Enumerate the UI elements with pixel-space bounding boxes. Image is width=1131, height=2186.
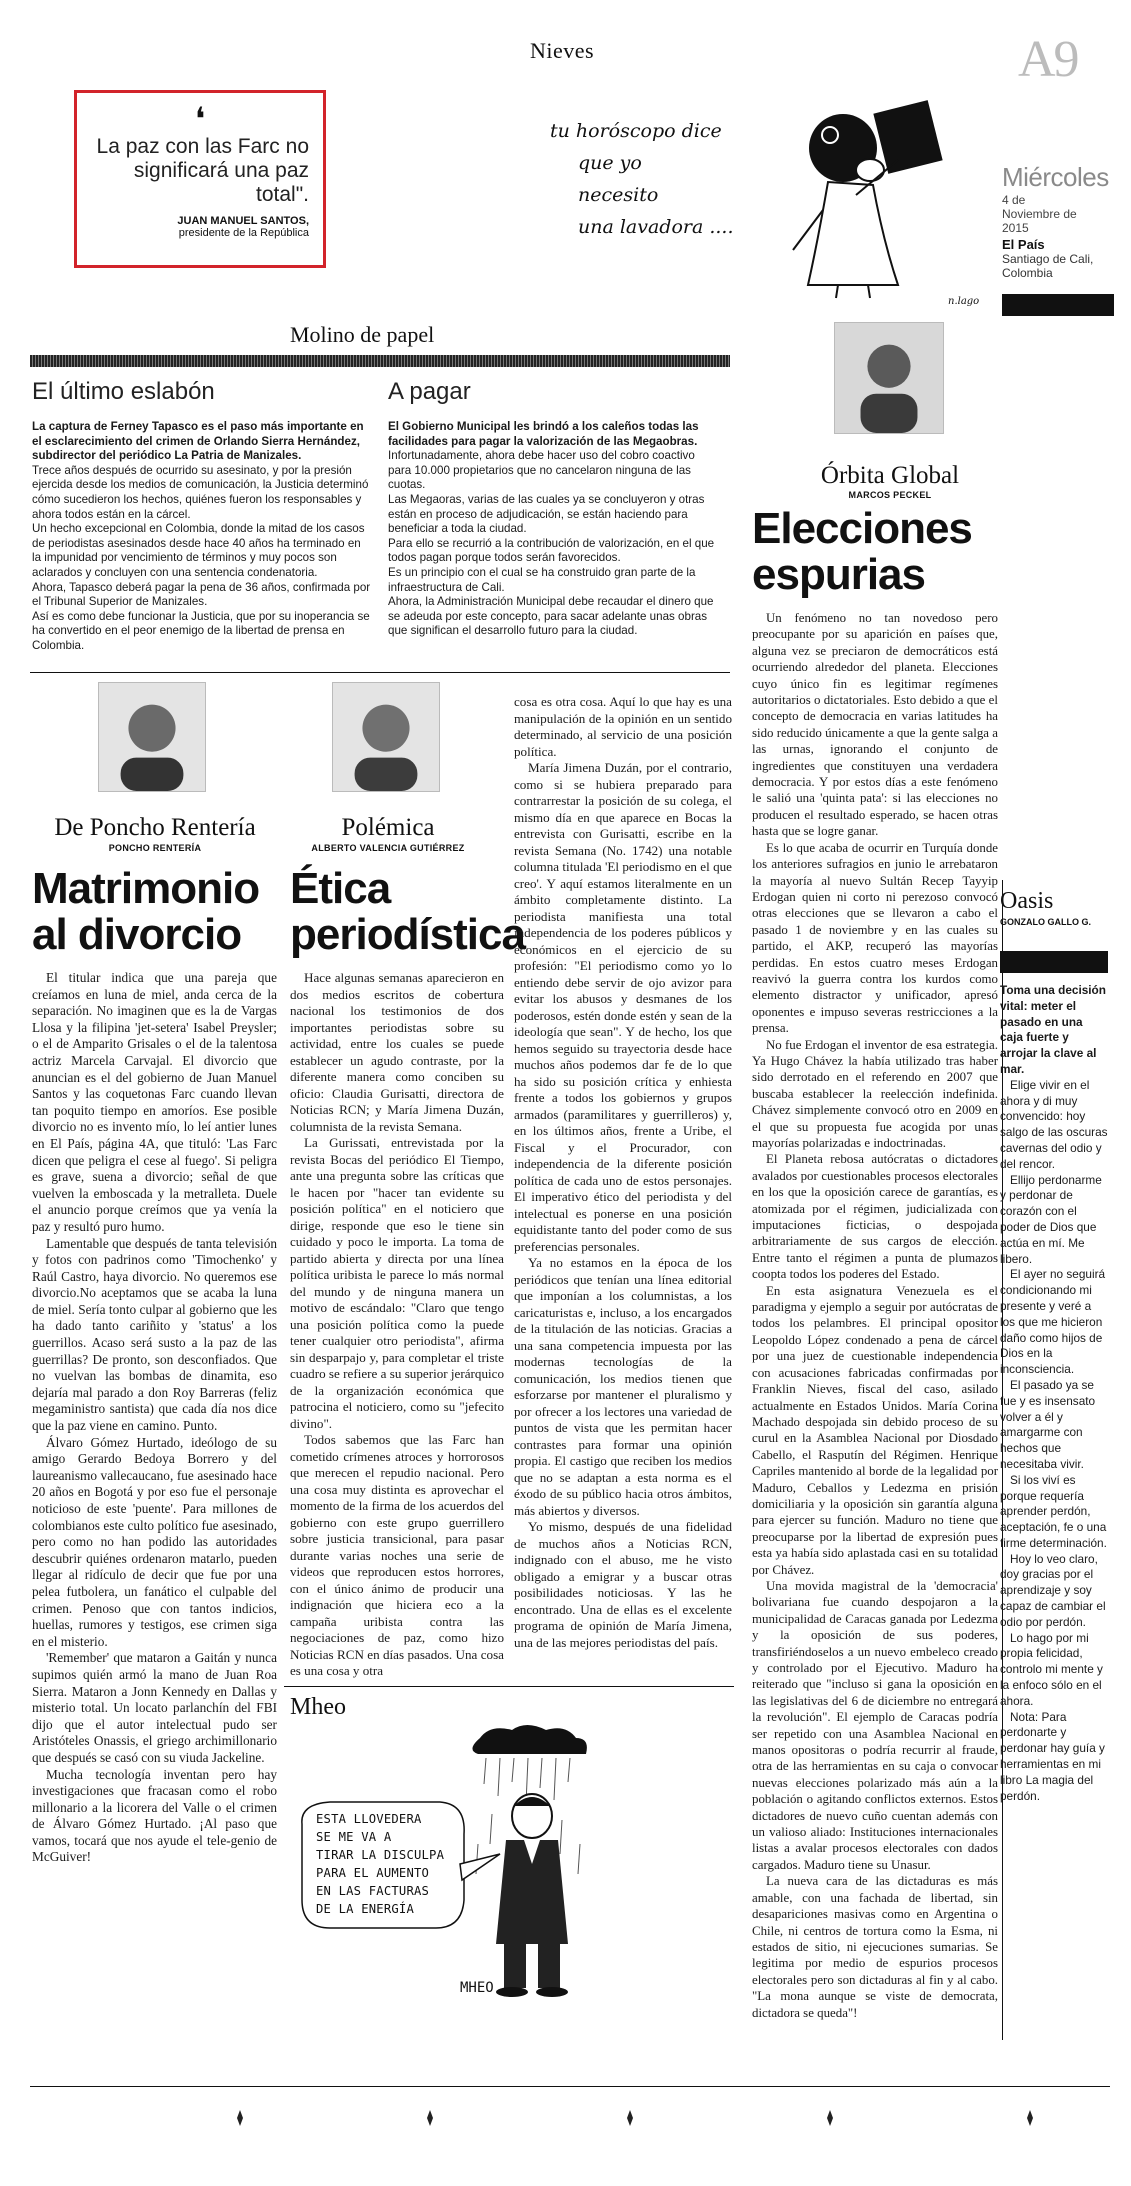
orbita-p5: En esta asignatura Venezuela es el paradigma y ejemplo a seguir por autócratas de todos los pelambres. El principal opositor Leopoldo López condenado a pena de cárcel por una juez de cuestionable independencia con acusaciones fabricadas confirmadas por Franklin Nieves, fiscal del caso, asilado actualmente en Estados Unidos. María Corina Machado despojada sin debido proceso de su curul en la Asamblea Nacional por Diosdado Cabello, el Rasputín del Régimen. Henrique Capriles mantenido al borde de la legalidad por Maduro, Ceballos y Ledezma en prisión domiciliaria y la oposición sin garantía alguna para ejercer su función. Maduro no tiene que preocuparse por la libertad de expresión pues esta ya había sido aplastada casi en su totalidad por Chávez.	[752, 1283, 998, 1577]
footer-rule	[30, 2086, 1110, 2087]
polemica-headline-2: periodística	[290, 910, 525, 959]
renteria-author: PONCHO RENTERÍA	[108, 843, 202, 853]
renteria-p2: Lamentable que después de tanta televisión y fotos con padrinos como 'Timochenko' y Raúl Castro, haya divorcio. No queremos ese divorcio.No aceptamos que se acaba la luna de miel. Sería tonto culpar al gobierno que les ha dado tanto cariñito y 'status' a los guerrillos. Acaso será susto a la paz de las guerrillas? De pronto, son desconfiados. Que no vuelvan las bombas de dinamita, eso dejaría mal parado a don Roy Barreras (feliz megaministro santista) que cada día nos dice que la paz viene en camino. Punto.	[32, 1235, 277, 1434]
orbita-column-name: Órbita Global	[820, 462, 960, 489]
orbita-p3: No fue Erdogan el inventor de esa estrategia. Ya Hugo Chávez la había utilizado tras haber sido derrotado en el referendo en 2007 que buscaba establecer la reelección indefinida. Chávez simplemente convocó otro en 2009 en el que su propuesta fue acogida por unas mayorías polarizadas e indoctrinadas.	[752, 1037, 998, 1150]
portrait-icon	[835, 322, 943, 434]
molino-left-p1: Trece años después de ocurrido su asesinato, y por la presión ejercida desde los medios de comunicación, la Justicia determinó cómo sucedieron los hechos, quiénes fueron los responsables y ahora todos están en la cárcel.	[32, 463, 369, 521]
molino-left-p4: Así es como debe funcionar la Justicia, que por su inoperancia se ha convertido en el peor enemigo de la libertad de prensa en Colombia.	[32, 609, 370, 652]
portrait-icon	[333, 682, 439, 792]
cartoon-caption-3: necesito	[578, 184, 659, 206]
mheo-bubble-line-6: DE LA ENERGÍA	[316, 1902, 414, 1916]
renteria-headline-2: al divorcio	[32, 910, 242, 959]
oasis-p8: Nota: Para perdonarte y perdonar hay guía y herramientas en mi libro La magia del perdón.	[1000, 1709, 1105, 1803]
nieves-cartoon	[530, 100, 1000, 320]
orbita-p2: Es lo que acaba de ocurrir en Turquía donde los anteriores sufragios en junio le arrebataron la mayoría al nuevo Sultán Recep Tayyip Erdogan quien ni corto ni perezoso convocó otras elecciones que se llevaron a cabo el pasado 1 de noviembre y en las cuales su partido, el AKP, recuperó las mayorías perdidas. En estos cuatro meses Erdogan reavivó la guerra contra los kurdos como elemento distractor y unificador, apresó oponentes e impuso severas restricciones a la prensa.	[752, 840, 998, 1036]
molino-left-lead: La captura de Ferney Tapasco es el paso más importante en el esclarecimiento del crimen de Orlando Sierra Hernández, subdirector del periódico La Patria de Manizales.	[32, 420, 364, 463]
polemica-p6: Ya no estamos en la época de los periódicos que tenían una línea editorial que imponían a los columnistas, a los caricaturistas e, incluso, a los encargados de la titulación de las noticias. Gracias a una sana competencia impuesta por las modernas tecnologías de la comunicación, los medios tienen que esforzarse por mantener el pluralismo y por ofrecer a los lectores una variedad de puntos de vista que les permitan hacer contrastes para formar una opinión propia. El castigo que reciben los medios que no se adaptan a esta norma es el éxodo de su público hacia otros ámbitos, más abiertos y diversos.	[514, 1255, 732, 1518]
molino-right-p1: Infortunadamente, ahora debe hacer uso del cobro coactivo para 10.000 propietarios que no cancelaron ninguna de las cuotas.	[388, 449, 695, 492]
molino-divider	[30, 672, 730, 673]
molino-left-p3: Ahora, Tapasco deberá pagar la pena de 36 años, confirmada por el Tribunal Superior de Manizales.	[32, 580, 371, 609]
quote-box	[74, 90, 326, 268]
polemica-p2: La Gurissati, entrevistada por la revista Bocas del periódico El Tiempo, ante una pregunta sobre las críticas que le hacen por "hacer tan evidente su posición política" en el noticiero que dirige, responde que eso le tiene sin cuidado y poco le importa. La toma de partido abierta y directa por una línea política uribista le parece lo más normal del mundo y de ninguna manera un motivo de escándalo: "Claro que tengo una posición política como la puede tener cualquier otro periodista", afirma sin desparpajo y, para completar el triste cuadro se refiere a su superior jerárquico de la organización económica que patrocina el noticiero, como su "jefecito divino".	[290, 1135, 504, 1431]
molino-left-body	[32, 420, 372, 654]
date-label: 4 de Noviembre de 2015	[1002, 193, 1077, 235]
quote-role: presidente de la República	[178, 227, 309, 239]
orbita-p4: El Planeta rebosa autócratas o dictadores avalados por cuestionables procesos electorales en los que la oposición carece de garantías, es atomizada por el régimen, judicializada con imputaciones ficticias, o despojada arbitrariamente de sus cargos de elección. Entre tanto el régimen a punta de plumazos coopta todos los poderes del Estado.	[752, 1152, 998, 1282]
molino-right-lead: El Gobierno Municipal les brindó a los caleños todas las facilidades para pagar la valorización de las Megaobras.	[388, 420, 699, 448]
renteria-photo	[98, 682, 206, 792]
molino-left-p2: Un hecho excepcional en Colombia, donde la mitad de los casos de periodistas asesinados desde hace 40 años ha terminado en la impunidad por vencimiento de términos y muy pocos son aclarados y concluyen con una sentencia condenatoria.	[32, 522, 365, 579]
oasis-author: GONZALO GALLO G.	[1000, 917, 1091, 927]
oasis-p5: Si los viví es porque requería aprender perdón, aceptación, fe o una firme determinación.	[1000, 1472, 1107, 1550]
orbita-headline	[752, 506, 1052, 598]
orbita-headline-2: espurias	[752, 550, 925, 599]
molino-left	[32, 378, 372, 654]
oasis-title: Oasis	[1000, 888, 1054, 914]
renteria-headline	[32, 866, 292, 958]
paper-label: El País	[1002, 237, 1045, 252]
valencia-photo	[332, 682, 440, 792]
molino-right-body	[388, 420, 720, 639]
oasis-p3: El ayer no seguirá condicionando mi presente y veré a los que me hicieron daño como hijos de Dios en la inconsciencia.	[1000, 1267, 1106, 1377]
mheo-bubble-text	[316, 1810, 476, 1918]
renteria-p3: Álvaro Gómez Hurtado, ideólogo de su amigo Gerardo Bedoya Borrero y del laureanismo vallecaucano, fue asesinado hace 20 años en Bogotá y por eso fue el personaje noticioso de este 'puente'. Para millones de colombianos este culto político fue asesinado, pero como no han podido las autoridades descubrir quiénes ordenaron matarlo, pueden llegar al ridículo de decir que fue por una pelea futbolera, un fanático el culpable del crimen. Penoso que con tantos indicios, huellas, rumores y testigos, ese crimen siga en el misterio.	[32, 1434, 277, 1649]
molino-right-p3: Para ello se recurrió a la contribución de valorización, en el que todos pagan porque todos serán favorecidos.	[388, 536, 715, 565]
molino-right-heading: A pagar	[388, 378, 471, 405]
mheo-cartoon	[290, 1724, 730, 2004]
polemica-p5: María Jimena Duzán, por el contrario, como si se hubiera preparado para contrarrestar la posición de su colega, el mismo día en que aparece en Bocas la entrevista con Gurisatti, escribe en la revista Semana (No. 1742) una notable columna titulada 'El periodismo en el que creo'. Y aquí estamos literalmente en un ámbito completamente distinto. La periodista manifiesta una total independencia de los poderes públicos y económicos en el ejercicio de su profesión: "El periodismo como yo lo entiendo debe servir de ojo avizor para evitar los abusos y desmanes de los poderosos, estén donde estén y sean de la ideología que sean". Y de hecho, los que hemos seguido su trayectoria desde hace muchos años podemos dar fe de lo que ha sido su posición crítica y enhiesta frente a todos los gobiernos y grupos armados (paramilitares y guerrilleros) y, en los últimos años, frente a Uribe, el Fiscal y el Procurador, con independencia de la diferente posición política de cada uno de estos personajes. El imperativo ético del periodista y del intelectual es ponerse en una posición equidistante tanto del poder como de sus preferencias personales.	[514, 760, 732, 1254]
oasis-p4: El pasado ya se fue y es insensato volver a él y amargarme con hechos que necesitaba vivir.	[1000, 1377, 1096, 1471]
section-name: Nieves	[530, 38, 595, 63]
mheo-bubble-line-3: TIRAR LA DISCULPA	[316, 1848, 445, 1862]
polemica-p4: cosa es otra cosa. Aquí lo que hay es una manipulación de la opinión en un sentido determinado, al servicio de una posición política.	[514, 694, 732, 759]
polemica-column-name: Polémica	[341, 814, 435, 841]
molino-right	[388, 378, 720, 639]
quote-mark: ❛	[194, 100, 206, 138]
polemica-body-col2	[514, 694, 732, 1651]
renteria-p5: Mucha tecnología inventan pero hay investigaciones que fracasan como el robo millonario a la licorera del Valle o el crimen de Álvaro Gómez Hurtado. ¡Al paso que vamos, tocará que nos ayude el tele-genio de McGuiver!	[32, 1766, 277, 1865]
dark-bar	[1002, 294, 1114, 316]
molino-right-p5: Ahora, la Administración Municipal debe recaudar el dinero que se adeuda por este concepto, para sacar adelante unas obras que significan el desarrollo futuro para la ciudad.	[388, 595, 714, 638]
location-label: Santiago de Cali, Colombia	[1002, 252, 1094, 280]
register-marks-icon	[30, 2100, 1110, 2140]
oasis-p1: Elige vivir en el ahora y di muy convencido: hoy salgo de las oscuras cavernas del odio y del rencor.	[1000, 1077, 1108, 1171]
orbita-p6: Una movida magistral de la 'democracia' bolivariana fue cuando despojaron a la municipalidad de Caracas ganada por Ledezma y la oposición de sus poderes, transfiriéndoselos a un nuevo embeleco creado y controlado por el Ejecutivo. Maduro ha reiterado que "incluso si gana la oposición en las legislativas del 6 de diciembre no entregará la revolución". El ejemplo de Caracas podría ser repetido con una Asamblea Nacional en manos opositoras o podría recurrir al fraude, otra de las herramientas en su caja o convocar nuevas elecciones polarizado más aún a la población o agitando conflictos externos. Estos dictadores de nuevo cuño cuentan además con un valioso aliado: Instituciones internacionales listas a avalar procesos electorales con dados cargados. Maduro tiene su Unasur.	[752, 1578, 998, 1872]
oasis-lead: Toma una decisión vital: meter el pasado en una caja fuerte y arrojar la clave al mar.	[1000, 983, 1106, 1076]
polemica-headline-1: Ética	[290, 864, 391, 913]
polemica-author: ALBERTO VALENCIA GUTIÉRREZ	[311, 843, 465, 853]
polemica-p7: Yo mismo, después de una fidelidad de muchos años a Noticias RCN, indignado con el abuso, me he visto obligado a emigrar y a buscar otras posibilidades noticiosas. Y las he encontrado. Una de ellas es el excelente programa de opinión de María Jimena, una de las mejores periodistas del país.	[514, 1519, 732, 1650]
mheo-bubble-line-4: PARA EL AUMENTO	[316, 1866, 430, 1880]
orbita-author: MARCOS PECKEL	[848, 490, 932, 500]
polemica-body-col1	[290, 970, 504, 1680]
oasis-p2: Ellijo perdonarme y perdonar de corazón con el poder de Dios que actúa en mí. Me libero.	[1000, 1172, 1102, 1266]
cartoon-caption-2: que yo	[578, 152, 642, 174]
mheo-bubble-line-1: ESTA LLOVEDERA	[316, 1812, 422, 1826]
page-number: A9	[1018, 31, 1078, 88]
cartoon-caption-4: una lavadora ....	[578, 216, 734, 238]
renteria-p4: 'Remember' que mataron a Gaitán y nunca supimos quién armó la mano de Juan Roa Sierra. Mataron a Jonn Kennedy en Dallas y misterio total. Un locato parlanchín del FBI dijo que el autor intelectual pudo ser Aristóteles Onassis, el griego archimillonario que después se casó con su viuda Jackeline.	[32, 1650, 277, 1765]
molino-right-p4: Es un principio con el cual se ha construido gran parte de la infraestructura de Cali.	[388, 565, 696, 594]
orbita-body	[752, 610, 998, 2021]
polemica-headline	[290, 866, 530, 958]
cartoon-caption-1: tu horóscopo dice	[550, 120, 722, 142]
molino-title: Molino de papel	[290, 322, 435, 347]
molino-bar	[30, 355, 730, 367]
mheo-signature: MHEO	[460, 1980, 494, 1996]
renteria-body	[32, 970, 277, 1866]
mheo-top-rule	[284, 1686, 734, 1687]
quote-author: JUAN MANUEL SANTOS,	[177, 215, 309, 227]
molino-right-p2: Las Megaoras, varias de las cuales ya se concluyeron y otras están en proceso de adjudicación, se están haciendo para beneficiar a toda la ciudad.	[388, 492, 705, 536]
day-label: Miércoles	[1002, 162, 1109, 192]
portrait-icon	[99, 682, 205, 792]
oasis-column	[1000, 888, 1108, 1804]
footer-marks	[30, 2100, 1110, 2140]
mheo-title: Mheo	[290, 1694, 346, 1720]
mheo-bubble-line-2: SE ME VA A	[316, 1830, 392, 1844]
orbita-p1: Un fenómeno no tan novedoso pero preocupante por su aparición en países que, alguna vez se preciaron de democráticos está ocurriendo alrededor del planeta. Elecciones cuyo único fin es legitimar regímenes autoritarios o dictatoriales. Esto debido a que el concepto de democracia en varias latitudes ha sido reducido únicamente a que la gente salga a las urnas, ignorando el conjunto de ingredientes que constituyen una verdadera democracia. Y por estos días a este fenómeno le salió una 'quinta pata': si las elecciones no producen el resultado esperado, se hacen otras hasta que se logre ganar.	[752, 611, 998, 839]
oasis-p7: Lo hago por mi propia felicidad, controlo mi mente y la enfoco sólo en el ahora.	[1000, 1630, 1103, 1708]
renteria-headline-1: Matrimonio	[32, 864, 260, 913]
polemica-p3: Todos sabemos que las Farc han cometido crímenes atroces y horrorosos que merecen el repudio nacional. Pero una cosa muy distinta es aprovechar el momento de la firma de los acuerdos del gobierno con este grupo guerrillero sobre justicia transicional, para pasar durante varias noches una serie de videos que reproducen estos horrores, con el único ánimo de producir una indignación que hiciera eco a la campaña uribista contra las negociaciones de paz, como hizo Noticias RCN en días pasados. Una cosa es una cosa y otra	[290, 1432, 504, 1678]
oasis-dark-bar	[1000, 951, 1108, 973]
orbita-headline-1: Elecciones	[752, 504, 972, 553]
molino-left-heading: El último eslabón	[32, 378, 215, 405]
renteria-column-name: De Poncho Rentería	[54, 814, 256, 841]
oasis-body	[1000, 983, 1108, 1804]
quote-text: La paz con las Farc no significará una paz total".	[96, 135, 309, 206]
renteria-p1: El titular indica que una pareja que creíamos en luna de miel, anda cerca de la separación. No imaginen que es la de Vargas Llosa y la filipina 'jet-setera' Isabel Preysler; o el de Amparito Grisales o el de la talentosa actriz Marcela Carvajal. El divorcio que anuncian es el del gobierno de Juan Manuel Santos y las coquetonas Farc cuando llevan tan poquito tiempo en amoríos. Ese posible divorcio no es invento mío, lo leí antier lunes en El País, página 4A, que tituló: 'Las Farc dicen que peligra el cese al fuego'. Si peligra es grave, suena a divorcio; señal de que vuelven la emboscada y la metralleta. Duele el anuncio porque creímos que ya venía la paz y resultó puro humo.	[32, 970, 277, 1234]
date-block	[1002, 162, 1122, 316]
cartoon-signature: n.lago	[948, 296, 980, 307]
mheo-bubble-line-5: EN LAS FACTURAS	[316, 1884, 430, 1898]
orbita-p7: La nueva cara de las dictaduras es más amable, con una fachada de libertad, sin desapariciones masivas como en Argentina o Chile, ni centros de tortura como la Esma, ni estados de sitio, ni ejecuciones sumarias. Se legitima por medio de espurios procesos electorales pero son dictaduras al fin y al cabo. "La mona aunque se viste de democrata, dictadora se queda"!	[752, 1874, 998, 2020]
peckel-photo	[834, 322, 944, 434]
oasis-p6: Hoy lo veo claro, doy gracias por el aprendizaje y soy capaz de cambiar el odio por perdón.	[1000, 1551, 1106, 1629]
girl-with-box-cartoon-icon	[748, 100, 968, 300]
polemica-p1: Hace algunas semanas aparecieron en dos medios escritos de cobertura nacional los testimonios de dos importantes periodistas sobre su actividad, entre los cuales se puede establecer un agudo contraste, por la diferente manera como conciben su oficio: Claudia Gurisatti, directora de Noticias RCN; y María Jimena Duzán, columnista de la revista Semana.	[290, 970, 504, 1134]
